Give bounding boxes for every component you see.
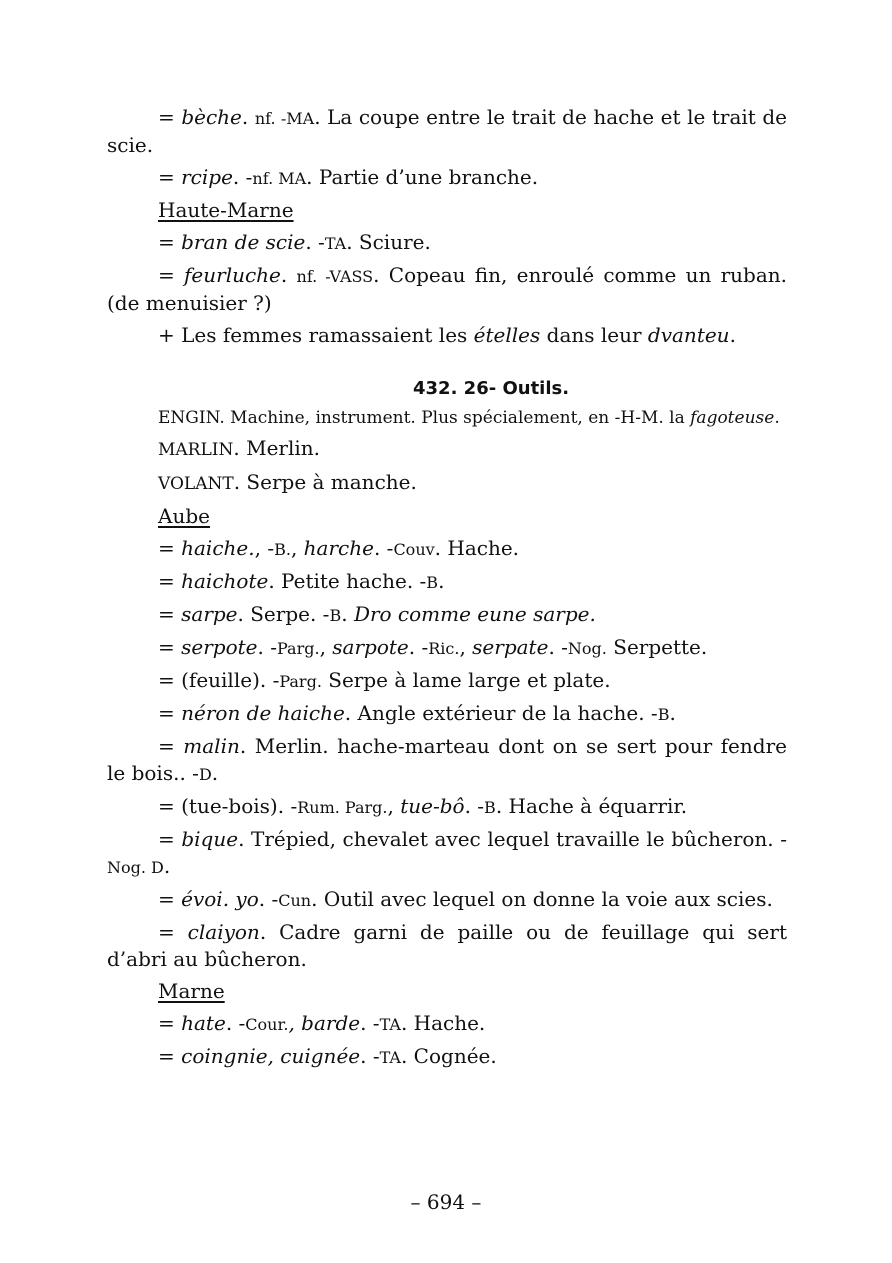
page-number: – 694 – <box>410 1190 482 1214</box>
entry-feurluche: = feurluche. nf. -VASS. Copeau fin, enroulé comme un ruban. (de menuisier ?) <box>107 263 788 315</box>
entry-hate: = hate. -Cour., barde. -TA. Hache. <box>158 1011 486 1035</box>
page-content <box>107 104 787 1076</box>
section-heading: 432. 26- Outils. <box>413 378 570 399</box>
entry-neron-de-haiche: = néron de haiche. Angle extérieur de la hache. -B. <box>158 701 676 725</box>
entry-volant: VOLANT. Serpe à manche. <box>158 470 417 494</box>
entry-haichote: = haichote. Petite hache. -B. <box>158 569 445 593</box>
entry-engin: ENGIN. Machine, instrument. Plus spécialement, en -H-M. la fagoteuse. <box>158 408 780 428</box>
entry-rcipe: = rcipe. -nf. MA. Partie d’une branche. <box>158 165 539 189</box>
entry-haiche: = haiche., -B., harche. -Couv. Hache. <box>158 536 520 560</box>
entry-claiyon: = claiyon. Cadre garni de paille ou de feuillage qui sert d’abri au bûcheron. <box>107 920 787 971</box>
region-heading-marne: Marne <box>158 979 225 1003</box>
note-etelles: + Les femmes ramassaient les ételles dans leur dvanteu. <box>158 323 736 347</box>
entry-sarpe: = sarpe. Serpe. -B. Dro comme eune sarpe. <box>158 602 596 626</box>
entry-beche: = bèche. nf. -MA. La coupe entre le trait de hache et le trait de scie. <box>107 105 788 157</box>
entry-feuille: = (feuille). -Parg. Serpe à lame large et plate. <box>158 668 611 692</box>
region-heading-aube: Aube <box>158 504 210 528</box>
entry-evoi-yo: = évoi. yo. -Cun. Outil avec lequel on donne la voie aux scies. <box>158 887 773 911</box>
entry-malin: = malin. Merlin. hache-marteau dont on se sert pour fendre le bois.. -D. <box>107 734 787 785</box>
entry-coingnie: = coingnie, cuignée. -TA. Cognée. <box>158 1044 497 1068</box>
entry-tue-bois: = (tue-bois). -Rum. Parg., tue-bô. -B. Hache à équarrir. <box>158 794 688 818</box>
entry-marlin: MARLIN. Merlin. <box>158 436 320 460</box>
region-heading-haute-marne: Haute-Marne <box>158 198 294 222</box>
entry-serpote: = serpote. -Parg., sarpote. -Ric., serpate. -Nog. Serpette. <box>158 635 708 659</box>
entry-bran-de-scie: = bran de scie. -TA. Sciure. <box>158 230 431 254</box>
entry-bique: = bique. Trépied, chevalet avec lequel travaille le bûcheron. -Nog. D. <box>107 827 787 878</box>
